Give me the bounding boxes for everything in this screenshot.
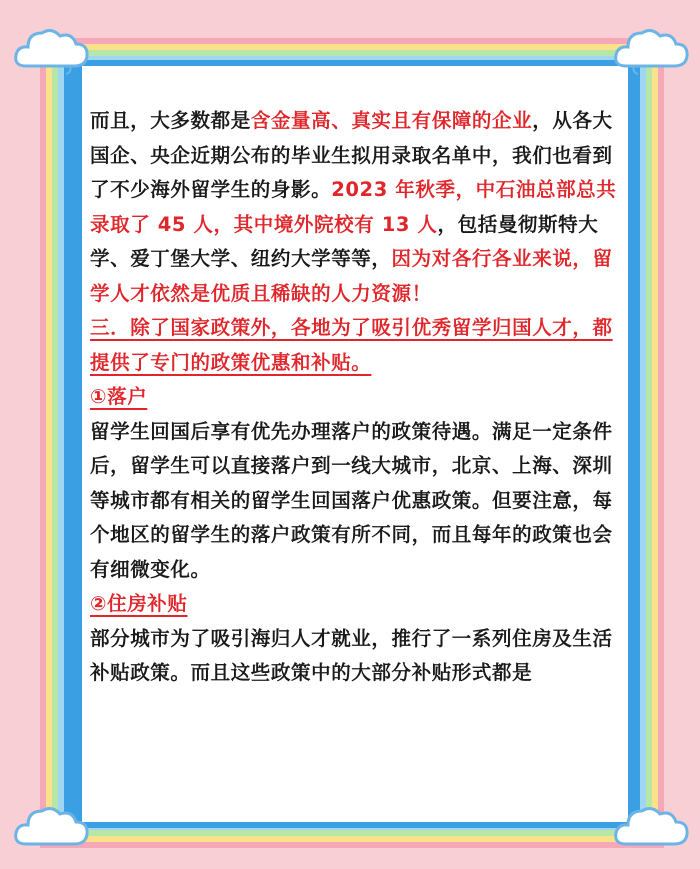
text-run: ，从各大国企、央企近期公布的毕业生拟用录取名单中，我们也看到了不少海外留学生的身影。 (90, 109, 613, 201)
cloud-icon (612, 800, 692, 856)
cloud-icon (12, 800, 92, 856)
subheading-hukou (90, 380, 620, 415)
subheading-housing-text: ②住房补贴 (90, 592, 188, 615)
highlight-quality-companies: 含金量高、真实且有保障的企业 (250, 109, 533, 132)
paragraph-housing: 部分城市为了吸引海归人才就业，推行了一系列住房及生活补贴政策。而且这些政策中的大部分补贴形式都是 (90, 626, 613, 684)
paragraph-employment (90, 104, 620, 311)
cloud-icon (12, 22, 92, 78)
text-run: ，包括曼彻斯特大学、爱丁堡大学、纽约大学等等， (90, 212, 599, 270)
paragraph-hukou: 留学生回国后享有优先办理落户的政策待遇。满足一定条件后，留学生可以直接落户到一线大城市，北京、上海、深圳等城市都有相关的留学生回国落户优惠政策。但要注意，每个地区的留学生的落户政策有所不同，而且每年的政策也会有细微变化。 (90, 419, 613, 581)
subheading-hukou-text: ①落户 (90, 385, 148, 408)
highlight-petrochina-stats: 2023 年秋季，中石油总部总共录取了 45 人，其中境外院校有 13 人 (90, 178, 617, 236)
text-run: 而且，大多数都是 (90, 109, 251, 132)
cloud-icon (612, 22, 692, 78)
highlight-talent-scarce: 因为对各行各业来说，留学人才依然是优质且稀缺的人力资源！ (90, 247, 613, 305)
section-three-heading (90, 311, 620, 380)
section-three-title: 三．除了国家政策外，各地为了吸引优秀留学归国人才，都提供了专门的政策优惠和补贴。 (90, 316, 613, 374)
article-content (90, 104, 620, 691)
subheading-housing (90, 587, 620, 622)
